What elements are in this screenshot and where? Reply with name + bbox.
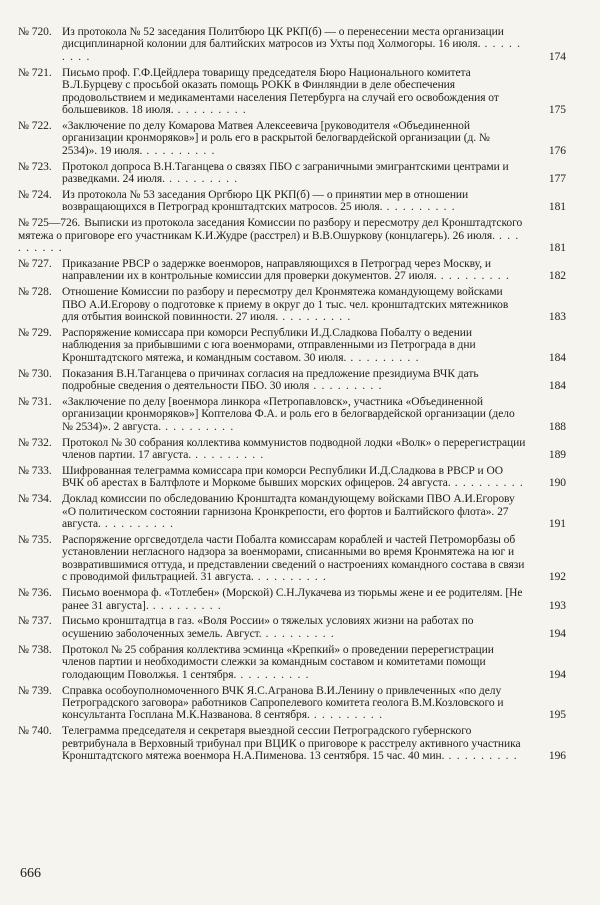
entry-title: Телеграмма председателя и секретаря выездной сессии Петроградского губернского ревтрибунала в Верховный трибунал при ВЦИК о приговоре к расстрелу активного участника Кронштадтского мятежа военмора Н.А.Пименова. 13 сентября. 15 час. 40 мин. xyxy=(62,725,521,763)
entry-number: № 728. xyxy=(18,286,52,299)
entry-number: № 737. xyxy=(18,615,52,628)
dot-leader: . . . . . . . . . xyxy=(444,750,518,763)
toc-entry xyxy=(18,189,566,214)
entry-title: Письмо военмора ф. «Тотлебен» (Морской) С.Н.Лукачева из тюрьмы жене и ее родителям. [Не ранее 31 августа]. xyxy=(62,587,523,612)
entry-page: 193 xyxy=(548,599,566,612)
entry-number: № 735. xyxy=(18,534,52,547)
entry-page: 191 xyxy=(548,518,566,531)
entry-number: № 723. xyxy=(18,160,52,173)
entry-number: № 731. xyxy=(18,395,52,408)
dot-leader: . . . . . . . . . xyxy=(382,201,456,214)
entry-number: № 732. xyxy=(18,436,52,449)
entry-page: 175 xyxy=(548,103,566,116)
entry-number: № 738. xyxy=(18,643,52,656)
dot-leader: . . . . . . . . . xyxy=(142,144,216,157)
dot-leader: . . . . . . . . . xyxy=(253,571,328,584)
entry-title: Шифрованная телеграмма комиссара при коморси Республики И.Д.Сладкова в РВСР и ОО ВЧК об арестах в Балтфлоте и Моркоме бывших морских офицеров. 24 августа. xyxy=(62,465,503,490)
dot-leader: . . . . . . . . . xyxy=(309,709,384,722)
toc-entry xyxy=(18,67,566,117)
toc-entry xyxy=(18,534,566,584)
entry-title: Письмо проф. Г.Ф.Цейдлера товарищу председателя Бюро Национального комитета В.Л.Бурцеву с просьбой оказать помощь РОКК в Финляндии в деле обеспечения продовольствием и медикаментами населения Петербурга на случай его освобождения от большевиков. 18 июля. xyxy=(62,66,499,116)
dot-leader: . . . . . . . . . xyxy=(261,627,335,640)
dot-leader: . . . . . . . . . xyxy=(100,518,175,531)
entry-number: № 739. xyxy=(18,684,52,697)
entry-page: 181 xyxy=(548,242,566,254)
entry-title: Отношение Комиссии по разбору и пересмотру дел Кронмятежа командующему войсками ПВО А.И.Егорову о подготовке к приему в округ до 1 тыс. чел. кронштадтских мятежников для отбытия воинской повинности. 27 июля. xyxy=(62,286,509,324)
entry-number: № 722. xyxy=(18,119,52,132)
dot-leader: . . . . . . . . . xyxy=(346,351,420,364)
dot-leader: . . . . . . . . . xyxy=(165,172,239,185)
entry-page: 184 xyxy=(548,380,566,393)
entry-title: Доклад комиссии по обследованию Кронштадта командующему войсками ПВО А.И.Егорову «О политическом состоянии гарнизона Кронкрепости, его фортов и Балтийского флота». 27 августа. xyxy=(62,493,515,531)
dot-leader: . . . . . . . . . xyxy=(173,103,247,116)
entry-title: «Заключение по делу Комарова Матвея Алексеевича [руководителя «Объединенной организации кронморяков»] и роль его в раскрытой белогвардейской организации (д. № 2534)». 19 июля. xyxy=(62,119,490,157)
dot-leader: . . . . . . . . . xyxy=(236,668,310,681)
page-number: 666 xyxy=(20,866,41,881)
toc-entry xyxy=(18,644,566,681)
entry-title: Из протокола № 52 заседания Политбюро ЦК РКП(б) — о перенесении места организации дисциплинарной колонии для балтийских матросов из Ухты под Холмогоры. 16 июля. xyxy=(62,26,504,51)
toc-entry xyxy=(18,26,566,63)
dot-leader: . . . . . . . . . xyxy=(278,311,352,324)
entry-title: Из протокола № 53 заседания Оргбюро ЦК РКП(б) — о принятии мер в отношении возвращающихся в Петроград кронштадтских матросов. 25 июля. xyxy=(62,188,469,214)
entry-number: № 729. xyxy=(18,326,52,339)
entry-page: 183 xyxy=(548,311,566,324)
entry-page: 174 xyxy=(548,50,566,63)
entry-title: Распоряжение оргсведотдела части Побалта комиссарам кораблей и частей Петроморбазы об установлении негласного надзора за военморами, списанными во время Кронмятежа на юг и возвратившимися оттуда, и представлении сведений о настроениях командного состава в связи с проводимой фильтрацией. 31 августа. xyxy=(62,534,525,584)
toc-entry xyxy=(18,493,566,530)
dot-leader: . . . . . . . . . xyxy=(309,380,383,393)
toc-entry xyxy=(18,368,566,393)
entry-page: 189 xyxy=(548,449,566,462)
dot-leader: . . . . . . . . . xyxy=(450,477,525,490)
entry-number: № 720. xyxy=(18,26,52,38)
table-of-contents xyxy=(18,26,566,766)
entry-title: Письмо кронштадтца в газ. «Воля России» о тяжелых условиях жизни на работах по осушению заболоченных земель. Август. xyxy=(62,615,474,640)
entry-page: 192 xyxy=(548,571,566,584)
dot-leader: . . . . . . . . . xyxy=(62,38,522,63)
entry-number: № 724. xyxy=(18,188,52,201)
toc-entry xyxy=(18,437,566,462)
toc-entry xyxy=(18,615,566,640)
entry-number: № 740. xyxy=(18,725,52,738)
dot-leader: . . . . . . . . . xyxy=(436,270,511,283)
toc-entry xyxy=(18,120,566,157)
entry-page: 181 xyxy=(548,201,566,214)
dot-leader: . . . . . . . . . xyxy=(148,599,223,612)
entry-number: № 727. xyxy=(18,257,52,270)
toc-entry xyxy=(18,217,566,254)
entry-title: Протокол № 30 собрания коллектива коммунистов подводной лодки «Волк» о перерегистрации членов партии. 17 августа. xyxy=(62,436,526,462)
toc-entry xyxy=(18,587,566,612)
entry-title: Распоряжение комиссара при коморси Республики И.Д.Сладкова Побалту о ведении наблюдения за прибывшими с юга военморами, отправленными из Петрограда в дни Кронштадтского мятежа, и командным составом. 30 июля. xyxy=(62,326,476,364)
toc-entry xyxy=(18,286,566,323)
toc-entry xyxy=(18,685,566,722)
toc-entry xyxy=(18,465,566,490)
entry-number: № 736. xyxy=(18,587,52,600)
entry-title: Показания В.Н.Таганцева о причинах согласия на предложение президиума ВЧК дать подробные сведения о деятельности ПБО. 30 июля xyxy=(62,367,479,393)
entry-page: 190 xyxy=(548,477,566,490)
entry-page: 184 xyxy=(548,351,566,364)
dot-leader: . . . . . . . . . xyxy=(161,420,235,433)
entry-page: 195 xyxy=(548,709,566,722)
entry-title: Справка особоуполномоченного ВЧК Я.С.Агранова В.И.Ленину о привлеченных «по делу Петроградского заговора» работников Сапропелевого комитета геолога В.М.Козловского и консультанта Госплана М.К.Названова. 8 сентября. xyxy=(62,684,504,722)
entry-page: 182 xyxy=(548,270,566,283)
entry-title: Протокол № 25 собрания коллектива эсминца «Крепкий» о проведении перерегистрации членов партии и необходимости слежки за командным составом и комитетами помощи голодающим Поволжья. 1 сентября. xyxy=(62,643,494,681)
entry-page: 176 xyxy=(548,144,566,157)
entry-page: 194 xyxy=(548,627,566,640)
entry-title: Приказание РВСР о задержке военморов, направляющихся в Петроград через Москву, и направлении их в контрольные комиссии для проверки документов. 27 июля. xyxy=(62,257,491,283)
entry-title: «Заключение по делу [военмора линкора «Петропавловск», участника «Объединенной организации кронморяков»] Коптелова Ф.А. и роль его в белогвардейской организации (дело № 2534)». 2 августа. xyxy=(62,395,515,433)
toc-entry xyxy=(18,725,566,762)
dot-leader: . . . . . . . . . xyxy=(191,449,265,462)
toc-entry xyxy=(18,327,566,364)
entry-number: № 730. xyxy=(18,367,52,380)
entry-title: Выписки из протокола заседания Комиссии по разбору и пересмотру дел Кронштадтского мятежа о приговоре его участникам К.И.Жудре (расстрел) и В.В.Ошуркову (концлагерь). 26 июля. xyxy=(18,217,523,242)
toc-entry xyxy=(18,396,566,433)
entry-number: № 733. xyxy=(18,465,52,477)
entry-title: Протокол допроса В.Н.Таганцева о связях ПБО с заграничными эмигрантскими центрами и разведками. 24 июля. xyxy=(62,160,509,185)
toc-entry xyxy=(18,161,566,186)
toc-entry xyxy=(18,258,566,283)
entry-page: 196 xyxy=(548,750,566,763)
entry-number: № 721. xyxy=(18,66,52,79)
entry-number: № 734. xyxy=(18,493,52,506)
entry-number: № 725—726. xyxy=(18,217,81,230)
entry-page: 188 xyxy=(548,420,566,433)
entry-page: 194 xyxy=(548,668,566,681)
dot-leader: . . . . . . . . . xyxy=(18,229,520,254)
entry-page: 177 xyxy=(548,172,566,185)
